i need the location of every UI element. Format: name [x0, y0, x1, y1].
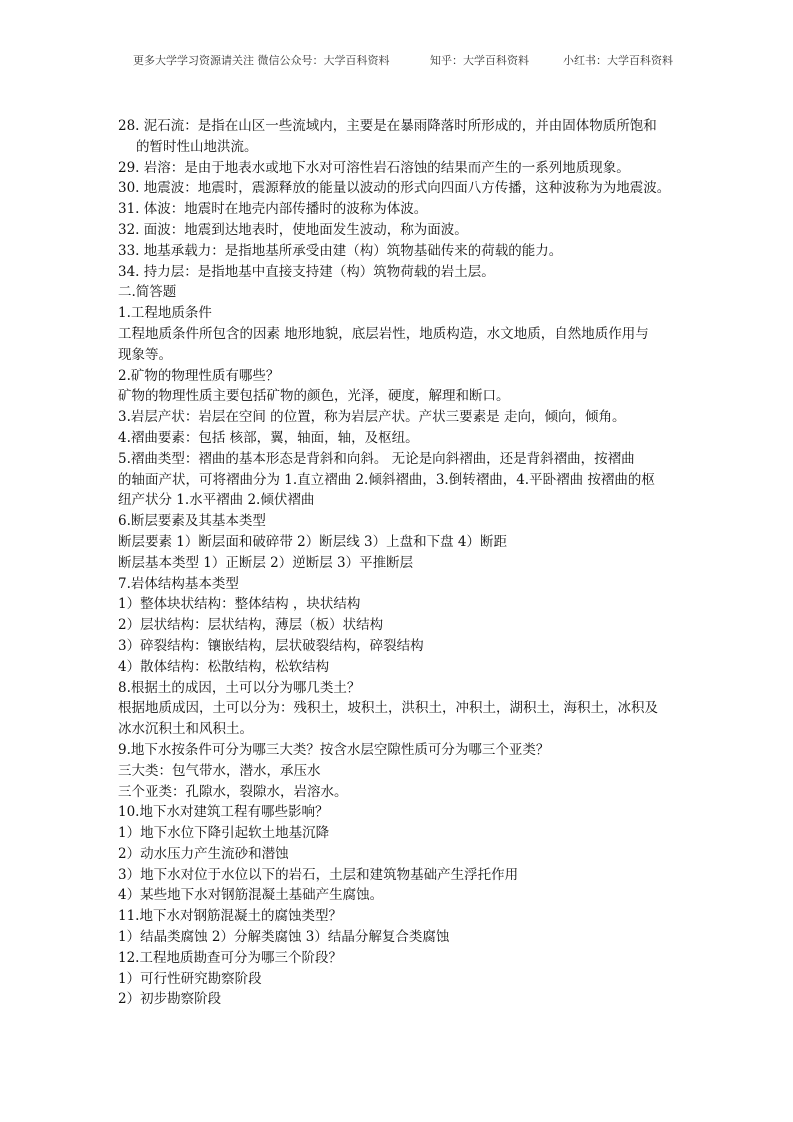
answer-10-item-3: 3）地下水对位于水位以下的岩石，土层和建筑物基础产生浮托作用	[118, 866, 519, 883]
answer-11: 1）结晶类腐蚀 2）分解类腐蚀 3）结晶分解复合类腐蚀	[118, 929, 450, 946]
definition-31: 31. 体波：地震时在地壳内部传播时的波称为体波。	[118, 201, 428, 218]
answer-7-item-2: 2）层状结构：层状结构，薄层（板）状结构	[118, 617, 384, 634]
question-11: 11.地下水对钢筋混凝土的腐蚀类型？	[118, 908, 342, 925]
answer-6-elements: 断层要素 1）断层面和破碎带 2）断层线 3）上盘和下盘 4）断距	[118, 533, 508, 550]
answer-7-item-3: 3）碎裂结构：镶嵌结构，层状破裂结构，碎裂结构	[118, 637, 424, 654]
answer-7-item-4: 4）散体结构：松散结构，松软结构	[118, 658, 330, 675]
definition-28-continued: 的暂时性山地洪流。	[136, 138, 258, 155]
definition-29: 29. 岩溶：是由于地表水或地下水对可溶性岩石溶蚀的结果而产生的一系列地质现象。	[118, 159, 630, 176]
question-1: 1.工程地质条件	[118, 305, 212, 322]
answer-1-continued: 现象等。	[118, 346, 172, 363]
item-5: 5.褶曲类型：褶曲的基本形态是背斜和向斜。 无论是向斜褶曲，还是背斜褶曲，按褶曲	[118, 450, 635, 467]
answer-9-subclasses: 三个亚类：孔隙水，裂隙水，岩溶水。	[118, 783, 348, 800]
question-6: 6.断层要素及其基本类型	[118, 513, 266, 530]
answer-9-classes: 三大类：包气带水，潜水，承压水	[118, 762, 321, 779]
definition-33: 33. 地基承载力：是指地基所承受由建（构）筑物基础传来的荷载的能力。	[118, 242, 563, 259]
question-10: 10.地下水对建筑工程有哪些影响？	[118, 804, 329, 821]
question-2: 2.矿物的物理性质有哪些？	[118, 367, 280, 384]
definition-30: 30. 地震波：地震时，震源释放的能量以波动的形式向四面八方传播，这种波称为为地震波。	[118, 180, 671, 197]
question-12: 12.工程地质勘查可分为哪三个阶段？	[118, 949, 342, 966]
item-5-continued-2: 纽产状分 1.水平褶曲 2.倾伏褶曲	[118, 492, 315, 509]
question-9: 9.地下水按条件可分为哪三大类？按含水层空隙性质可分为哪三个亚类？	[118, 741, 550, 758]
answer-6-types: 断层基本类型 1）正断层 2）逆断层 3）平推断层	[118, 554, 414, 571]
header-wechat-text: 更多大学学习资源请关注 微信公众号：大学百科资料	[133, 54, 390, 67]
answer-10-item-4: 4）某些地下水对钢筋混凝土基础产生腐蚀。	[118, 887, 384, 904]
header-xiaohongshu-text: 小红书：大学百科资料	[563, 54, 673, 67]
definition-32: 32. 面波：地震到达地表时，使地面发生波动，称为面波。	[118, 221, 468, 238]
header-zhihu-text: 知乎：大学百科资料	[430, 54, 529, 67]
answer-8-continued: 冰水沉积土和风积土。	[118, 721, 253, 738]
question-8: 8.根据土的成因，土可以分为哪几类土？	[118, 679, 361, 696]
answer-10-item-1: 1）地下水位下降引起软土地基沉降	[118, 825, 330, 842]
answer-12-item-2: 2）初步勘察阶段	[118, 991, 222, 1008]
section-heading: 二.简答题	[118, 284, 177, 301]
item-4: 4.褶曲要素：包括 核部，翼，轴面，轴，及枢纽。	[118, 429, 419, 446]
answer-2: 矿物的物理性质主要包括矿物的颜色，光泽，硬度，解理和断口。	[118, 388, 510, 405]
answer-1: 工程地质条件所包含的因素 地形地貌，底层岩性，地质构造，水文地质，自然地质作用与	[118, 325, 649, 342]
answer-12-item-1: 1）可行性研究勘察阶段	[118, 970, 262, 987]
definition-28: 28. 泥石流：是指在山区一些流域内，主要是在暴雨降落时所形成的，并由固体物质所饱和	[118, 118, 657, 134]
item-5-continued-1: 的轴面产状，可将褶曲分为 1.直立褶曲 2.倾斜褶曲，3.倒转褶曲，4.平卧褶曲 按褶曲的枢	[118, 471, 655, 488]
question-7: 7.岩体结构基本类型	[118, 575, 239, 592]
document-body	[118, 116, 676, 1010]
answer-10-item-2: 2）动水压力产生流砂和潜蚀	[118, 845, 289, 862]
definition-34: 34. 持力层：是指地基中直接支持建（构）筑物荷载的岩土层。	[118, 263, 495, 280]
answer-7-item-1: 1）整体块状结构：整体结构 ，块状结构	[118, 596, 361, 613]
item-3: 3.岩层产状：岩层在空间 的位置，称为岩层产状。产状三要素是 走向，倾向，倾角。	[118, 409, 626, 426]
answer-8: 根据地质成因，土可以分为：残积土，坡积土，洪积土，冲积土，湖积土，海积土，冰积及	[118, 700, 658, 717]
